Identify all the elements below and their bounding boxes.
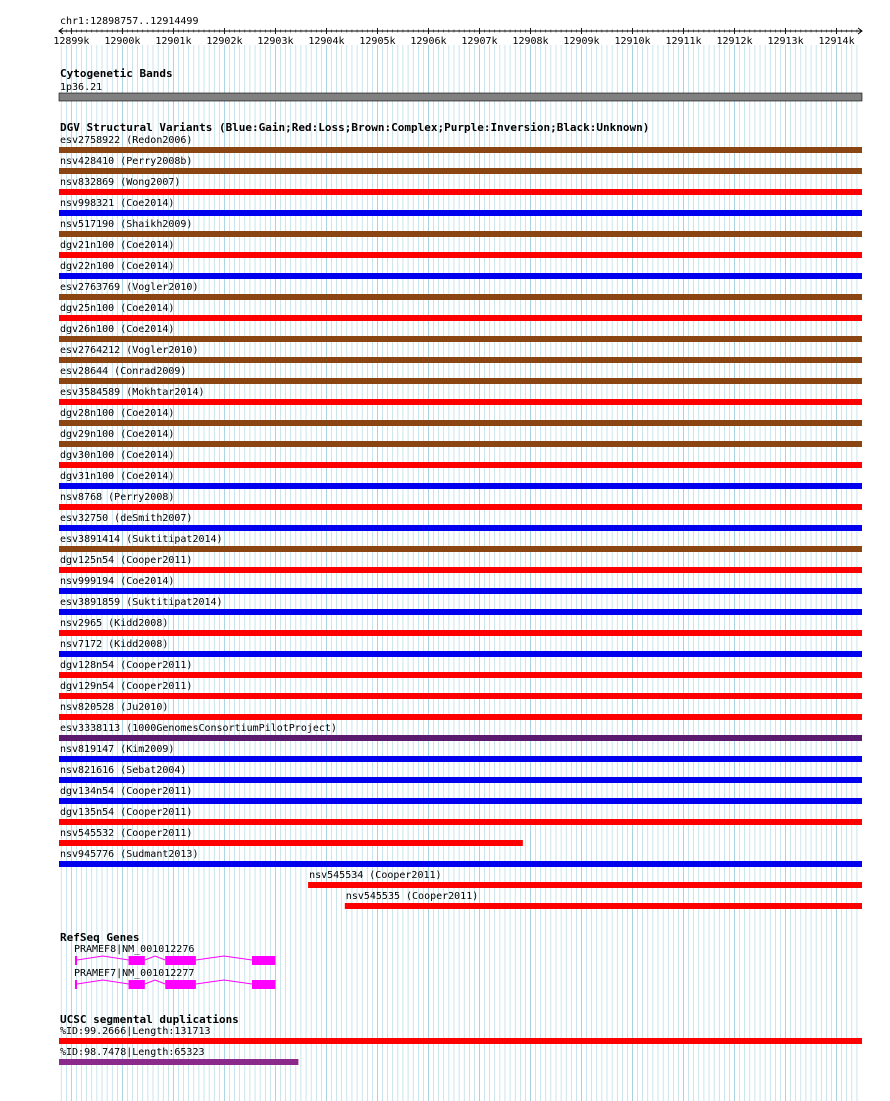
dgv-variant-bar[interactable] [308, 882, 862, 888]
dgv-variant-label: nsv821616 (Sebat2004) [60, 765, 187, 776]
dgv-variant-label: nsv545535 (Cooper2011) [345, 891, 479, 902]
ruler-tick-label: 12905k [359, 36, 396, 47]
dgv-variant-label: nsv545532 (Cooper2011) [60, 828, 193, 839]
dgv-variant-bar[interactable] [59, 609, 862, 615]
dgv-variant-bar[interactable] [59, 798, 862, 804]
ruler-tick-label: 12903k [257, 36, 294, 47]
dgv-variant-label: nsv832869 (Wong2007) [60, 177, 181, 188]
dgv-variant-label: dgv26n100 (Coe2014) [60, 324, 175, 335]
dgv-variant-bar[interactable] [59, 714, 862, 720]
dgv-variant-bar[interactable] [59, 840, 523, 846]
dgv-variant-label: nsv8768 (Perry2008) [60, 492, 175, 503]
dgv-variant-bar[interactable] [59, 546, 862, 552]
dgv-variant-label: nsv945776 (Sudmant2013) [60, 849, 199, 860]
dgv-variant-bar[interactable] [59, 420, 862, 426]
dgv-variant-bar[interactable] [59, 252, 862, 258]
ruler-tick-label: 12912k [716, 36, 753, 47]
gene-exon [252, 980, 275, 989]
dgv-variant-label: esv28644 (Conrad2009) [60, 366, 187, 377]
gene-exon [165, 956, 196, 965]
ruler-tick-label: 12906k [410, 36, 447, 47]
dgv-variant-label: dgv28n100 (Coe2014) [60, 408, 175, 419]
gene-exon [75, 980, 77, 989]
dgv-variant-bar[interactable] [59, 462, 862, 468]
dgv-variant-bar[interactable] [59, 672, 862, 678]
dgv-variant-label: dgv128n54 (Cooper2011) [60, 660, 193, 671]
dgv-variant-bar[interactable] [59, 336, 862, 342]
dgv-variant-bar[interactable] [59, 525, 862, 531]
dgv-variant-label: esv3891414 (Suktitipat2014) [60, 534, 223, 545]
dgv-variant-bar[interactable] [59, 819, 862, 825]
dgv-variant-label: dgv21n100 (Coe2014) [60, 240, 175, 251]
dgv-variant-bar[interactable] [59, 231, 862, 237]
dgv-variant-bar[interactable] [59, 189, 862, 195]
dgv-variant-bar[interactable] [59, 756, 862, 762]
dgv-variant-bar[interactable] [59, 441, 862, 447]
region-label: chr1:12898757..12914499 [60, 16, 199, 27]
dgv-variant-label: esv2758922 (Redon2006) [60, 135, 193, 146]
dgv-variant-bar[interactable] [59, 651, 862, 657]
ruler-tick-label: 12907k [461, 36, 498, 47]
gene-exon [252, 956, 275, 965]
dgv-variant-label: dgv135n54 (Cooper2011) [60, 807, 193, 818]
dgv-variant-bar[interactable] [59, 357, 862, 363]
gene-label: PRAMEF7|NM_001012277 [73, 968, 195, 979]
dgv-variant-label: nsv2965 (Kidd2008) [60, 618, 169, 629]
dgv-variant-label: esv3338113 (1000GenomesConsortiumPilotProject) [60, 723, 337, 734]
refseq-track-title: RefSeq Genes [60, 931, 140, 944]
segdup-track-title: UCSC segmental duplications [60, 1013, 239, 1026]
gene-exon [165, 980, 196, 989]
cytoband-bar[interactable] [59, 93, 862, 101]
dgv-variant-bar[interactable] [59, 567, 862, 573]
dgv-variant-bar[interactable] [59, 735, 862, 741]
cytoband-label: 1p36.21 [60, 82, 103, 93]
dgv-variant-label: esv2763769 (Vogler2010) [60, 282, 199, 293]
dgv-variant-label: nsv7172 (Kidd2008) [60, 639, 169, 650]
ruler-tick-label: 12899k [53, 36, 90, 47]
ruler-tick-label: 12911k [665, 36, 702, 47]
segdup-label: %ID:99.2666|Length:131713 [60, 1026, 211, 1037]
dgv-track-title: DGV Structural Variants (Blue:Gain;Red:Loss;Brown:Complex;Purple:Inversion;Black:Unknown) [60, 121, 650, 134]
dgv-variant-bar[interactable] [59, 588, 862, 594]
dgv-variant-bar[interactable] [59, 693, 862, 699]
gene-exon [129, 956, 145, 965]
ruler-tick-label: 12913k [767, 36, 804, 47]
gene-exon [129, 980, 145, 989]
dgv-variant-bar[interactable] [59, 315, 862, 321]
dgv-variant-bar[interactable] [59, 861, 862, 867]
dgv-variant-bar[interactable] [59, 147, 862, 153]
segdup-bar[interactable] [59, 1059, 298, 1065]
dgv-variant-label: nsv819147 (Kim2009) [60, 744, 175, 755]
ruler-tick-label: 12908k [512, 36, 549, 47]
dgv-variant-label: nsv428410 (Perry2008b) [60, 156, 193, 167]
dgv-variant-bar[interactable] [59, 630, 862, 636]
dgv-variant-label: nsv820528 (Ju2010) [60, 702, 169, 713]
ruler-tick-label: 12901k [155, 36, 192, 47]
dgv-variant-label: nsv545534 (Cooper2011) [309, 870, 442, 881]
dgv-variant-label: nsv998321 (Coe2014) [60, 198, 175, 209]
dgv-variant-label: dgv125n54 (Cooper2011) [60, 555, 193, 566]
dgv-variant-label: esv3584589 (Mokhtar2014) [60, 387, 205, 398]
dgv-variant-label: nsv999194 (Coe2014) [60, 576, 175, 587]
dgv-variant-bar[interactable] [59, 168, 862, 174]
ruler-tick-label: 12902k [206, 36, 243, 47]
segdup-label: %ID:98.7478|Length:65323 [60, 1047, 205, 1058]
dgv-variant-bar[interactable] [59, 273, 862, 279]
dgv-variant-label: dgv30n100 (Coe2014) [60, 450, 175, 461]
dgv-variant-label: dgv129n54 (Cooper2011) [60, 681, 193, 692]
dgv-variant-label: dgv31n100 (Coe2014) [60, 471, 175, 482]
ruler-tick-label: 12914k [818, 36, 855, 47]
dgv-variant-label: esv3891859 (Suktitipat2014) [60, 597, 223, 608]
dgv-variant-bar[interactable] [59, 504, 862, 510]
dgv-variant-bar[interactable] [59, 378, 862, 384]
dgv-variant-bar[interactable] [59, 399, 862, 405]
dgv-variant-label: nsv517190 (Shaikh2009) [60, 219, 193, 230]
dgv-variant-label: esv32750 (deSmith2007) [60, 513, 193, 524]
dgv-variant-bar[interactable] [59, 210, 862, 216]
gene-label: PRAMEF8|NM_001012276 [73, 944, 195, 955]
cytoband-track-title: Cytogenetic Bands [60, 67, 173, 80]
dgv-variant-bar[interactable] [59, 483, 862, 489]
ruler-tick-label: 12900k [104, 36, 141, 47]
dgv-variant-label: dgv22n100 (Coe2014) [60, 261, 175, 272]
dgv-variant-bar[interactable] [59, 777, 862, 783]
dgv-variant-label: dgv134n54 (Cooper2011) [60, 786, 193, 797]
dgv-variant-bar[interactable] [345, 903, 862, 909]
ruler-tick-label: 12904k [308, 36, 345, 47]
ruler-tick-label: 12909k [563, 36, 600, 47]
ruler-tick-label: 12910k [614, 36, 651, 47]
dgv-variant-label: dgv25n100 (Coe2014) [60, 303, 175, 314]
gene-exon [75, 956, 77, 965]
dgv-variant-bar[interactable] [59, 294, 862, 300]
segdup-bar[interactable] [59, 1038, 862, 1044]
dgv-variant-label: dgv29n100 (Coe2014) [60, 429, 175, 440]
dgv-variant-label: esv2764212 (Vogler2010) [60, 345, 199, 356]
